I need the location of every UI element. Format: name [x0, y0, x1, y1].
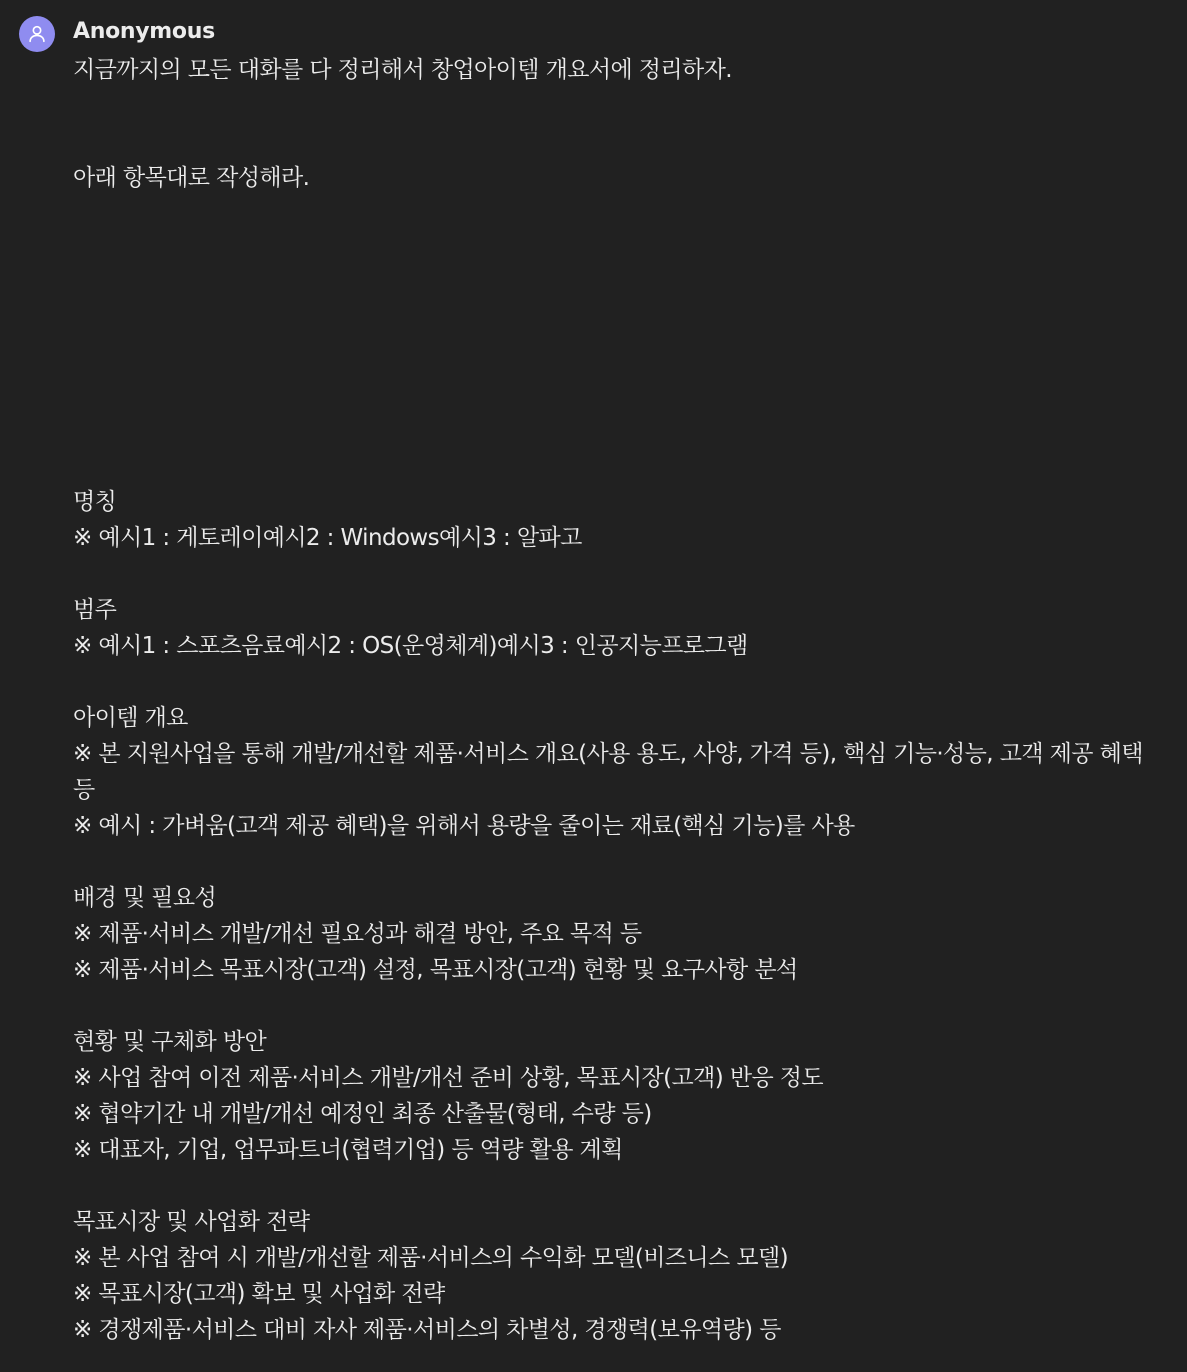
section-title: 명칭	[73, 489, 117, 515]
section-title: 현황 및 구체화 방안	[73, 1029, 267, 1055]
section-note: ※ 본 사업 참여 시 개발/개선할 제품·서비스의 수익화 모델(비즈니스 모델)	[73, 1245, 788, 1271]
section-note: ※ 제품·서비스 개발/개선 필요성과 해결 방안, 주요 목적 등	[73, 921, 642, 947]
section-title: 아이템 개요	[73, 705, 188, 731]
section-title: 범주	[73, 597, 117, 623]
section-title: 목표시장 및 사업화 전략	[73, 1209, 310, 1235]
message-body	[73, 52, 1168, 1348]
section-note: ※ 협약기간 내 개발/개선 예정인 최종 산출물(형태, 수량 등)	[73, 1101, 652, 1127]
section-note: ※ 예시1 : 게토레이예시2 : Windows예시3 : 알파고	[73, 525, 582, 551]
user-icon	[26, 23, 48, 45]
section-note: ※ 사업 참여 이전 제품·서비스 개발/개선 준비 상황, 목표시장(고객) 반응 정도	[73, 1065, 824, 1091]
section-note: ※ 대표자, 기업, 업무파트너(협력기업) 등 역량 활용 계획	[73, 1137, 623, 1163]
author-name: Anonymous	[73, 19, 215, 44]
section	[73, 1204, 1168, 1348]
section-note: ※ 예시1 : 스포츠음료예시2 : OS(운영체계)예시3 : 인공지능프로그램	[73, 633, 748, 659]
message-intro: 지금까지의 모든 대화를 다 정리해서 창업아이템 개요서에 정리하자.	[73, 57, 732, 83]
section-title: 배경 및 필요성	[73, 885, 217, 911]
section-note: ※ 예시 : 가벼움(고객 제공 혜택)을 위해서 용량을 줄이는 재료(핵심 기능)를 사용	[73, 813, 855, 839]
section-note: ※ 목표시장(고객) 확보 및 사업화 전략	[73, 1281, 445, 1307]
section-note: ※ 본 지원사업을 통해 개발/개선할 제품·서비스 개요(사용 용도, 사양, 가격 등), 핵심 기능·성능, 고객 제공 혜택 등	[73, 741, 1150, 803]
message-instruction: 아래 항목대로 작성해라.	[73, 165, 310, 191]
section	[73, 484, 1168, 556]
section-note: ※ 경쟁제품·서비스 대비 자사 제품·서비스의 차별성, 경쟁력(보유역량) 등	[73, 1317, 781, 1343]
section	[73, 592, 1168, 664]
section-note: ※ 제품·서비스 목표시장(고객) 설정, 목표시장(고객) 현황 및 요구사항 분석	[73, 957, 798, 983]
avatar	[19, 16, 55, 52]
section	[73, 1024, 1168, 1168]
section	[73, 880, 1168, 988]
section	[73, 700, 1168, 844]
